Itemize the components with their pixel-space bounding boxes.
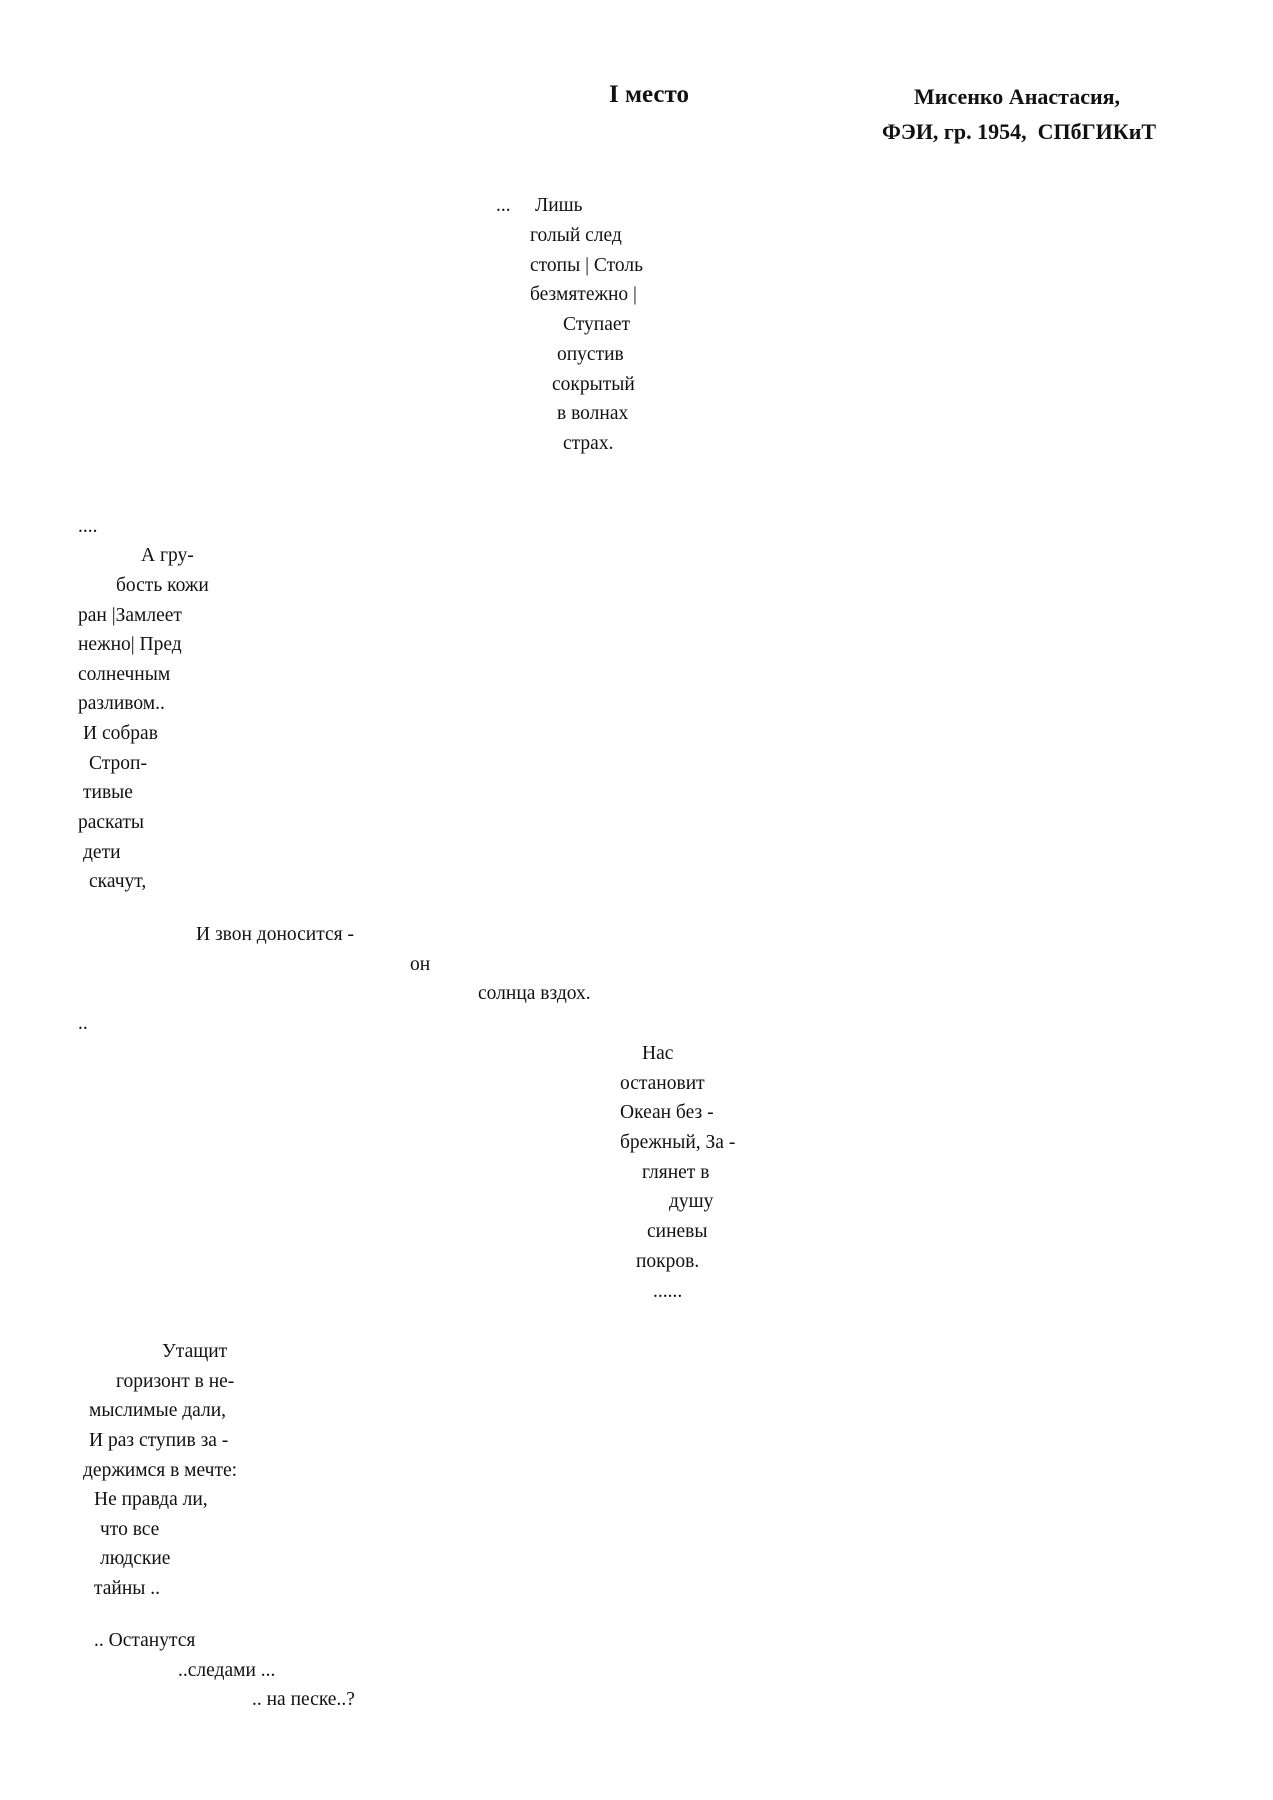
poem-line: остановит xyxy=(620,1073,705,1094)
author-name: Мисенко Анастасия, xyxy=(914,84,1121,109)
poem-line: Нас xyxy=(642,1043,674,1064)
poem-line: людские xyxy=(100,1548,171,1569)
poem-line: солнца вздох. xyxy=(478,983,591,1004)
poem-line: покров. xyxy=(636,1251,700,1272)
poem-line: Океан без - xyxy=(620,1102,714,1123)
poem-line: опустив xyxy=(557,344,624,365)
poem-line: И собрав xyxy=(83,723,158,744)
poem-line: Утащит xyxy=(162,1341,228,1362)
poem-line: душу xyxy=(669,1191,714,1212)
poem-line: глянет в xyxy=(642,1162,710,1183)
poem-line: ..следами ... xyxy=(178,1660,276,1681)
poem-line: держимся в мечте: xyxy=(83,1460,238,1481)
poem-line: страх. xyxy=(563,433,614,454)
poem-line: разливом.. xyxy=(78,693,165,714)
poem-line: .. xyxy=(78,1013,88,1034)
poem-line: И звон доносится - xyxy=(196,924,354,945)
poem-line: .... xyxy=(78,516,98,537)
poem-line: Не правда ли, xyxy=(94,1489,208,1510)
poem-line: раскаты xyxy=(78,812,145,833)
poem-line: ...... xyxy=(653,1281,683,1302)
poem-line: стопы | Столь xyxy=(530,255,643,276)
poem-line: синевы xyxy=(647,1221,708,1242)
poem-line: сокрытый xyxy=(552,374,635,395)
poem-line: бость кожи xyxy=(116,575,209,596)
poem-line: Ступает xyxy=(563,314,631,335)
poem-line: тайны .. xyxy=(94,1578,161,1599)
poem-line: ... Лишь xyxy=(496,195,583,216)
poem-line: солнечным xyxy=(78,664,171,685)
poem-line: Строп- xyxy=(89,753,147,774)
poem-line: что все xyxy=(100,1519,160,1540)
author-affiliation: ФЭИ, гр. 1954, СПбГИКиТ xyxy=(882,119,1157,144)
poem-line: нежно| Пред xyxy=(78,634,182,655)
poem-line: мыслимые дали, xyxy=(89,1400,227,1421)
poem-line: .. Останутся xyxy=(94,1630,196,1651)
poem-line: А гру- xyxy=(141,545,194,566)
poem-line: ран |Замлеет xyxy=(78,605,182,626)
poem-line: безмятежно | xyxy=(530,284,637,305)
poem-line: голый след xyxy=(530,225,622,246)
poem-line: .. на песке..? xyxy=(252,1689,355,1710)
poem-line: скачут, xyxy=(89,871,147,892)
poem-line: брежный, За - xyxy=(620,1132,736,1153)
poem-line: дети xyxy=(83,842,121,863)
poem-line: горизонт в не- xyxy=(116,1371,235,1392)
poem-line: в волнах xyxy=(557,403,629,424)
place-heading: I место xyxy=(609,81,689,108)
poem-line: тивые xyxy=(83,782,133,803)
poem-line: И раз ступив за - xyxy=(89,1430,229,1451)
poem-line: он xyxy=(410,954,431,975)
